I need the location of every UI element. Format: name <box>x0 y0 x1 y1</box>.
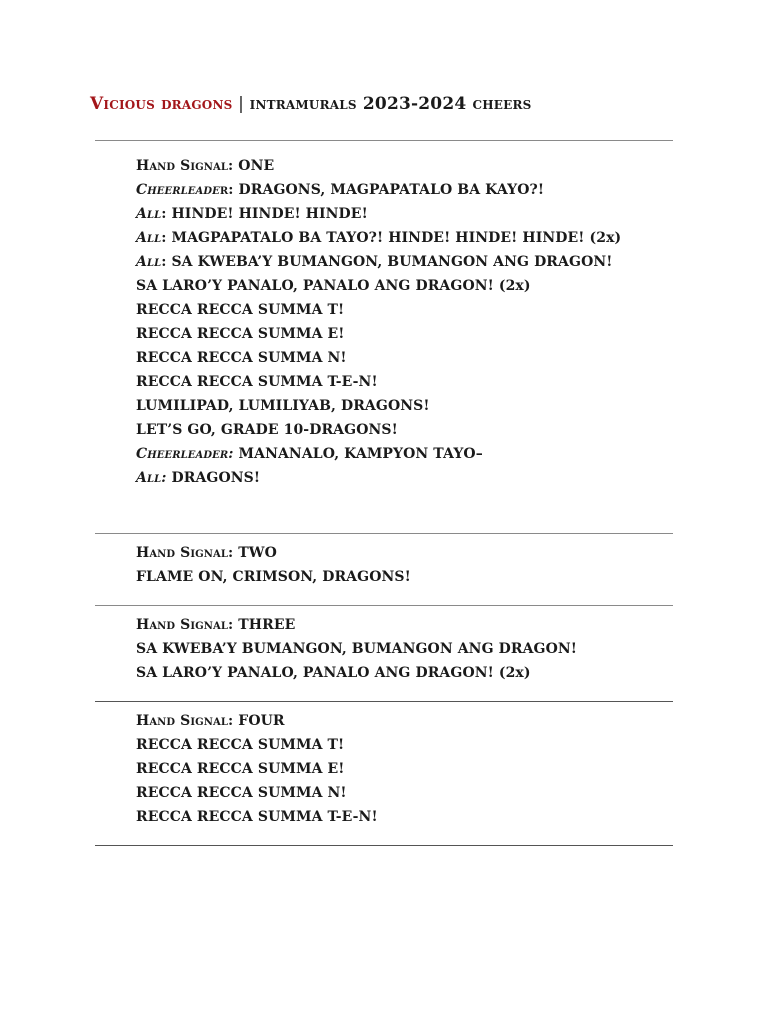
cheer-line: RECCA RECCA SUMMA T! <box>136 737 345 753</box>
cheer-text: : HINDE! HINDE! HINDE! <box>161 206 368 222</box>
title-separator: | <box>232 94 250 114</box>
hand-signal-label: Hand Signal: <box>136 158 234 174</box>
cheer-line <box>136 226 676 250</box>
cheer-line <box>136 178 676 202</box>
cheer-line <box>136 250 676 274</box>
cheer-line: RECCA RECCA SUMMA N! <box>136 350 347 366</box>
cheer-block-one <box>136 154 676 490</box>
hand-signal-label: Hand Signal: <box>136 545 234 561</box>
hand-signal-label: Hand Signal: <box>136 713 234 729</box>
team-name: Vicious dragons <box>90 94 233 114</box>
cheer-line: SA KWEBA’Y BUMANGON, BUMANGON ANG DRAGON! <box>136 641 578 657</box>
event-name: intramurals 2023-2024 cheers <box>249 94 532 114</box>
cheer-text: : SA KWEBA’Y BUMANGON, BUMANGON ANG DRAGON! <box>161 254 613 270</box>
cheer-line: FLAME ON, CRIMSON, DRAGONS! <box>136 569 411 585</box>
divider <box>95 533 673 534</box>
cheer-line: RECCA RECCA SUMMA N! <box>136 785 347 801</box>
cheer-line: RECCA RECCA SUMMA E! <box>136 326 345 342</box>
cheer-text: : DRAGONS, MAGPAPATALO BA KAYO?! <box>228 182 545 198</box>
cheer-block-two <box>136 541 676 589</box>
divider <box>95 845 673 846</box>
cheer-line: LET’S GO, GRADE 10-DRAGONS! <box>136 422 398 438</box>
speaker-label: Cheerleade <box>136 182 220 198</box>
speaker-label: All <box>136 206 162 222</box>
cheer-line: RECCA RECCA SUMMA E! <box>136 761 345 777</box>
hand-signal <box>136 541 676 565</box>
divider <box>95 140 673 141</box>
speaker-label: All <box>136 230 162 246</box>
hand-signal <box>136 709 676 733</box>
cheer-block-four <box>136 709 676 829</box>
hand-signal-value: FOUR <box>233 713 285 729</box>
cheer-line: RECCA RECCA SUMMA T-E-N! <box>136 374 378 390</box>
hand-signal-value: ONE <box>233 158 275 174</box>
cheer-line <box>136 202 676 226</box>
cheer-text: MANANALO, KAMPYON TAYO– <box>233 446 483 462</box>
divider <box>95 605 673 606</box>
cheer-block-three <box>136 613 676 685</box>
cheer-line: SA LARO’Y PANALO, PANALO ANG DRAGON! (2x) <box>136 278 531 294</box>
hand-signal <box>136 613 676 637</box>
divider <box>95 701 673 702</box>
cheer-line: LUMILIPAD, LUMILIYAB, DRAGONS! <box>136 398 430 414</box>
speaker-label: Cheerleader: <box>136 446 234 462</box>
cheer-text: : MAGPAPATALO BA TAYO?! HINDE! HINDE! HINDE! (2x) <box>161 230 622 246</box>
document-title <box>90 94 532 114</box>
hand-signal <box>136 154 676 178</box>
cheer-line: RECCA RECCA SUMMA T! <box>136 302 345 318</box>
speaker-label-suffix: r <box>219 182 229 198</box>
speaker-label: All: <box>136 470 167 486</box>
hand-signal-value: THREE <box>233 617 296 633</box>
cheer-line <box>136 442 676 466</box>
cheer-line <box>136 466 676 490</box>
cheer-line: SA LARO’Y PANALO, PANALO ANG DRAGON! (2x) <box>136 665 531 681</box>
speaker-label: All <box>136 254 162 270</box>
cheer-line: RECCA RECCA SUMMA T-E-N! <box>136 809 378 825</box>
hand-signal-label: Hand Signal: <box>136 617 234 633</box>
cheer-text: DRAGONS! <box>166 470 261 486</box>
hand-signal-value: TWO <box>233 545 277 561</box>
